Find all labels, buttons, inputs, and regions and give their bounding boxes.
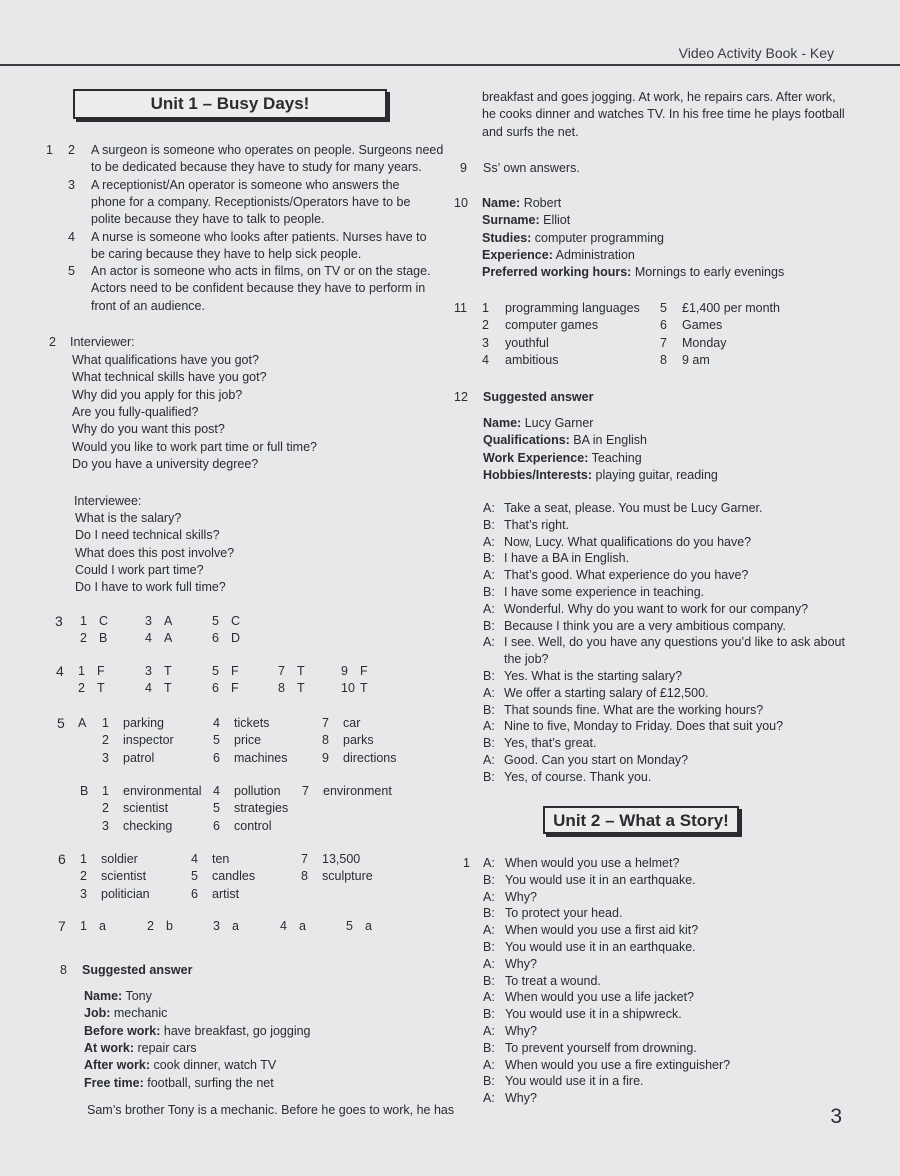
ex4-item-number: 1 [78,664,85,678]
ex1-item-line: front of an audience. [91,298,205,313]
ex6-number: 1 [80,852,87,866]
unit2-exercise-1-number: 1 [463,856,470,870]
ex5a-word: inspector [123,733,174,748]
exercise-6-number: 6 [58,851,66,867]
field-value: repair cars [134,1040,197,1055]
ex11-item-number: 1 [482,301,489,315]
unit2-ex1-speaker: A: [483,889,495,904]
ex1-item-number: 4 [68,229,75,244]
ex12-dialogue-line: That sounds fine. What are the working hours? [504,702,764,717]
ex12-field [483,450,642,467]
ex5b-number: 1 [102,784,109,798]
ex12-speaker: B: [483,669,495,683]
interviewer-question: What qualifications have you got? [72,353,259,367]
exercise-5-number: 5 [57,715,65,731]
ex10-field [482,212,570,229]
ex11-item-number: 7 [660,335,667,350]
ex5-part-a-label: A [78,716,87,730]
interviewee-question: Do I have to work full time? [75,580,226,595]
ex6-word: soldier [101,852,138,866]
ex8-field [84,1057,276,1074]
ex10-field [482,247,635,264]
ex6-number: 8 [301,869,308,884]
ex12-speaker: A: [483,719,495,734]
ex11-answer: £1,400 per month [682,301,780,315]
unit2-ex1-dialogue-line: When would you use a helmet? [505,856,680,870]
interviewee-question: Could I work part time? [75,562,204,577]
ex11-answer: Monday [682,335,727,350]
ex4-answer: T [164,664,172,678]
interviewee-question: Do I need technical skills? [75,528,220,543]
interviewer-question: Are you fully-qualified? [72,404,199,419]
ex12-dialogue-line: Yes, of course. Thank you. [504,769,652,784]
ex12-speaker: A: [483,685,495,700]
ex4-item-number: 2 [78,681,85,695]
ex5a-word: parking [123,716,164,730]
ex11-answer: ambitious [505,352,559,367]
ex7-item-number: 5 [346,919,353,933]
unit2-ex1-dialogue-line: Why? [505,1091,537,1106]
ex12-speaker: A: [483,753,495,767]
ex12-speaker: B: [483,618,495,633]
ex5b-number: 5 [213,801,220,816]
ex1-item-line: An actor is someone who acts in films, on TV or on the stage. [91,264,431,279]
ex5b-number: 3 [102,818,109,833]
field-value: Teaching [588,450,642,465]
unit2-ex1-dialogue-line: To protect your head. [505,906,623,921]
unit2-ex1-speaker: B: [483,906,495,921]
ex12-dialogue-line: I have a BA in English. [504,551,630,566]
ex5b-word: strategies [234,801,289,816]
ex8-field [84,1005,167,1022]
ex11-answer: 9 am [682,352,710,367]
ex3-item-number: 4 [145,631,152,645]
ex4-item-number: 9 [341,664,348,678]
ex12-dialogue-line: Yes. What is the starting salary? [504,669,683,683]
field-value: football, surfing the net [143,1075,274,1090]
unit2-ex1-dialogue-line: You would use it in an earthquake. [505,872,696,887]
ex8-field [84,1023,311,1040]
interviewer-question: Why did you apply for this job? [72,387,243,402]
ex3-answer: A [164,631,173,645]
field-label: Name: [482,196,521,210]
ex12-field [483,432,647,449]
exercise-12-number: 12 [454,390,468,404]
ex1-item-line: to be dedicated because they have to study for many years. [91,160,422,175]
ex3-item-number: 3 [145,614,152,628]
ex5a-word: parks [343,733,374,748]
ex5a-word: price [234,733,262,748]
ex4-answer: T [164,681,172,695]
unit1-title: Unit 1 – Busy Days! [150,94,310,113]
ex5a-word: directions [343,750,397,765]
unit2-title-box [543,806,739,834]
field-label: Free time: [84,1075,144,1090]
ex1-item-number: 5 [68,264,75,279]
unit2-ex1-dialogue-line: When would you use a life jacket? [505,990,694,1005]
ex12-dialogue-line: Nine to five, Monday to Friday. Does that suit you? [504,719,784,734]
ex5b-word: checking [123,818,173,833]
field-label: Job: [84,1006,111,1021]
ex5-part-b-label: B [80,784,89,798]
interviewee-label: Interviewee: [74,494,142,508]
ex12-dialogue-line: Wonderful. Why do you want to work for our company? [504,601,809,616]
ex12-dialogue-line: the job? [504,652,549,667]
field-value: Elliot [539,213,571,228]
ex5a-number: 6 [213,750,220,765]
ex5a-word: machines [234,750,288,765]
ex6-number: 5 [191,869,198,884]
ex5a-number: 1 [102,716,109,730]
ex4-answer: F [231,664,239,678]
field-value: Administration [552,247,635,262]
exercise-8-number: 8 [60,963,67,977]
ex6-number: 3 [80,886,87,901]
field-value: cook dinner, watch TV [149,1058,277,1073]
field-value: playing guitar, reading [592,467,718,482]
ex8-paragraph-line: breakfast and goes jogging. At work, he repairs cars. After work, [482,90,836,104]
field-label: Work Experience: [483,450,589,465]
ex5a-word: car [343,716,361,730]
ex12-speaker: B: [483,769,495,784]
ex12-dialogue-line: Good. Can you start on Monday? [504,753,689,767]
interviewee-question: What does this post involve? [75,545,235,560]
field-value: Mornings to early evenings [631,265,785,280]
ex12-speaker: A: [483,534,495,549]
ex12-speaker: A: [483,501,495,515]
ex7-item-number: 4 [280,919,287,933]
ex8-field [84,1040,197,1057]
unit2-ex1-dialogue-line: When would you use a first aid kit? [505,923,699,938]
field-label: Experience: [482,247,553,262]
ex1-item-line: A nurse is someone who looks after patients. Nurses have to [91,229,427,244]
field-label: Preferred working hours: [482,265,632,280]
unit2-ex1-dialogue-line: Why? [505,1024,537,1038]
ex5a-number: 9 [322,750,329,765]
unit2-ex1-speaker: A: [483,1091,495,1106]
unit2-ex1-dialogue-line: You would use it in a shipwreck. [505,1007,682,1022]
ex1-item-line: polite because they have to talk to people. [91,212,325,227]
field-label: Name: [84,989,123,1003]
unit2-ex1-dialogue-line: When would you use a fire extinguisher? [505,1057,731,1072]
ex3-answer: C [231,614,241,628]
ex5b-word: environment [323,784,392,798]
ex12-dialogue-line: Now, Lucy. What qualifications do you have? [504,534,752,549]
unit2-ex1-speaker: B: [483,1074,495,1089]
ex11-item-number: 3 [482,335,489,350]
ex1-item-line: be caring because they have to help sick people. [91,246,362,261]
ex7-item-number: 2 [147,919,154,933]
ex5b-number: 7 [302,784,309,798]
ex11-answer: youthful [505,335,549,350]
ex6-word: 13,500 [322,852,361,866]
unit2-ex1-speaker: B: [483,872,495,887]
unit2-ex1-speaker: B: [483,1007,495,1022]
ex6-word: politician [101,886,150,901]
field-value: have breakfast, go jogging [160,1023,311,1038]
interviewee-question: What is the salary? [75,511,182,525]
ex12-speaker: B: [483,736,495,751]
ex7-item-number: 3 [213,919,220,933]
exercise-1-number: 1 [46,143,53,157]
unit2-ex1-speaker: B: [483,1040,495,1055]
ex6-number: 7 [301,852,308,866]
ex4-item-number: 4 [145,681,152,695]
ex5a-word: patrol [123,750,155,765]
ex3-item-number: 1 [80,614,87,628]
ex5b-word: scientist [123,801,169,816]
ex3-answer: B [99,631,108,645]
field-value: computer programming [531,230,665,245]
interviewer-question: What technical skills have you got? [72,370,267,385]
ex12-dialogue-line: I see. Well, do you have any questions you’d like to ask about [504,635,845,650]
field-label: After work: [84,1058,150,1073]
ex4-item-number: 5 [212,664,219,678]
ex4-item-number: 6 [212,681,219,695]
interviewer-question: Do you have a university degree? [72,456,259,471]
field-label: Hobbies/Interests: [483,467,593,482]
ex5b-number: 4 [213,784,220,798]
interviewer-question: Would you like to work part time or full time? [72,439,318,454]
exercise-2-number: 2 [49,335,56,349]
unit2-ex1-dialogue-line: To prevent yourself from drowning. [505,1040,697,1055]
unit2-ex1-speaker: A: [483,1057,495,1072]
interviewer-label: Interviewer: [70,335,135,349]
ex5a-number: 8 [322,733,329,748]
ex11-answer: programming languages [505,301,640,315]
ex10-field [482,195,561,212]
ex8-paragraph-line: and surfs the net. [482,124,579,139]
exercise-4-number: 4 [56,663,64,679]
ex4-answer: T [360,681,368,695]
exercise-9-number: 9 [460,161,467,175]
ex5b-word: pollution [234,784,281,798]
ex3-answer: C [99,614,109,628]
ex7-answer: a [232,919,239,933]
ex7-answer: a [299,919,306,933]
ex12-speaker: A: [483,601,495,616]
field-value: Lucy Garner [521,416,594,430]
ex5a-word: tickets [234,716,270,730]
exercise-7-number: 7 [58,918,66,934]
unit2-ex1-speaker: B: [483,973,495,988]
ex6-word: scientist [101,869,147,884]
ex5b-word: environmental [123,784,202,798]
ex4-answer: F [231,681,239,695]
ex9-text: Ss’ own answers. [483,161,580,175]
exercise-3-number: 3 [55,613,63,629]
ex4-item-number: 3 [145,664,152,678]
ex3-item-number: 6 [212,631,219,645]
running-header: Video Activity Book - Key [678,45,834,61]
unit2-ex1-dialogue-line: You would use it in an earthquake. [505,940,696,954]
unit2-ex1-dialogue-line: You would use it in a fire. [505,1074,644,1089]
ex5b-word: control [234,818,272,833]
ex12-dialogue-line: Because I think you are a very ambitious company. [504,618,786,633]
unit2-ex1-speaker: A: [483,1024,495,1038]
ex12-speaker: B: [483,551,495,566]
field-label: Before work: [84,1023,161,1038]
field-label: Qualifications: [483,433,570,448]
header-rule [0,64,900,66]
ex8-field [84,1075,274,1092]
ex5a-number: 7 [322,716,329,730]
unit2-ex1-dialogue-line: To treat a wound. [505,973,601,988]
ex6-number: 4 [191,852,198,866]
ex5a-number: 4 [213,716,220,730]
unit2-ex1-speaker: A: [483,956,495,971]
unit2-ex1-speaker: A: [483,856,495,870]
unit2-ex1-speaker: A: [483,923,495,938]
ex1-item-line: Actors need to be confident because they have to perform in [91,281,426,296]
exercise-11-number: 11 [454,301,467,315]
ex7-answer: a [365,919,372,933]
ex12-heading: Suggested answer [483,390,594,404]
ex12-dialogue-line: We offer a starting salary of £12,500. [504,685,709,700]
ex7-answer: a [99,919,106,933]
ex12-field [483,467,718,484]
ex8-field [84,988,152,1005]
field-label: Surname: [482,213,540,228]
field-value: BA in English [569,433,647,448]
ex8-paragraph-line: he cooks dinner and watches TV. In his free time he plays football [482,107,845,122]
ex4-answer: T [297,681,305,695]
ex5a-number: 5 [213,733,220,748]
ex4-answer: T [297,664,305,678]
ex11-item-number: 8 [660,352,667,367]
ex3-answer: D [231,631,241,645]
ex5b-number: 6 [213,818,220,833]
ex10-field [482,230,664,247]
ex12-dialogue-line: Take a seat, please. You must be Lucy Garner. [504,501,763,515]
ex1-item-number: 2 [68,143,75,157]
field-label: Studies: [482,230,532,245]
ex11-item-number: 6 [660,318,667,333]
ex12-speaker: B: [483,517,495,532]
ex11-item-number: 2 [482,318,489,333]
ex4-item-number: 7 [278,664,285,678]
ex10-field [482,264,784,281]
unit2-ex1-speaker: B: [483,940,495,954]
ex5a-number: 2 [102,733,109,748]
unit2-title: Unit 2 – What a Story! [553,811,729,830]
unit1-title-box [73,89,387,119]
ex4-answer: F [97,664,105,678]
field-label: Name: [483,416,522,430]
ex12-speaker: B: [483,702,495,717]
ex12-field [483,415,593,432]
field-value: Robert [520,196,562,210]
ex4-item-number: 10 [341,681,355,695]
ex12-dialogue-line: That’s good. What experience do you have? [504,568,749,583]
ex11-item-number: 5 [660,301,667,315]
ex5a-number: 3 [102,750,109,765]
ex7-item-number: 1 [80,919,87,933]
ex6-word: candles [212,869,256,884]
ex6-number: 2 [80,869,87,884]
ex4-answer: T [97,681,105,695]
ex1-item-number: 3 [68,177,75,192]
ex12-dialogue-line: That’s right. [504,517,570,532]
ex4-item-number: 8 [278,681,285,695]
ex7-answer: b [166,919,173,933]
ex12-speaker: B: [483,585,495,599]
ex12-speaker: A: [483,635,495,650]
ex11-answer: computer games [505,318,599,333]
ex12-speaker: A: [483,568,495,583]
ex1-item-line: A receptionist/An operator is someone who answers the [91,177,400,192]
ex6-number: 6 [191,886,198,901]
page-number: 3 [830,1105,842,1128]
ex1-item-line: A surgeon is someone who operates on people. Surgeons need [91,143,444,157]
ex3-answer: A [164,614,173,628]
interviewer-question: Why do you want this post? [72,422,225,437]
ex3-item-number: 2 [80,631,87,645]
ex8-paragraph-line: Sam’s brother Tony is a mechanic. Before he goes to work, he has [87,1103,455,1117]
field-label: At work: [84,1040,134,1055]
ex11-answer: Games [682,318,723,333]
field-value: mechanic [110,1006,168,1021]
unit2-ex1-dialogue-line: Why? [505,956,537,971]
ex8-heading: Suggested answer [82,963,193,977]
ex12-dialogue-line: Yes, that’s great. [504,736,597,751]
ex5b-number: 2 [102,801,109,816]
unit2-ex1-dialogue-line: Why? [505,889,537,904]
ex6-word: artist [212,886,240,901]
ex12-dialogue-line: I have some experience in teaching. [504,585,705,599]
unit2-ex1-speaker: A: [483,990,495,1005]
ex4-answer: F [360,664,368,678]
ex6-word: ten [212,852,230,866]
exercise-10-number: 10 [454,196,468,210]
ex11-item-number: 4 [482,352,489,367]
field-value: Tony [122,989,152,1003]
ex1-item-line: phone for a company. Receptionists/Operators have to be [91,194,411,209]
ex6-word: sculpture [322,869,373,884]
ex3-item-number: 5 [212,614,219,628]
